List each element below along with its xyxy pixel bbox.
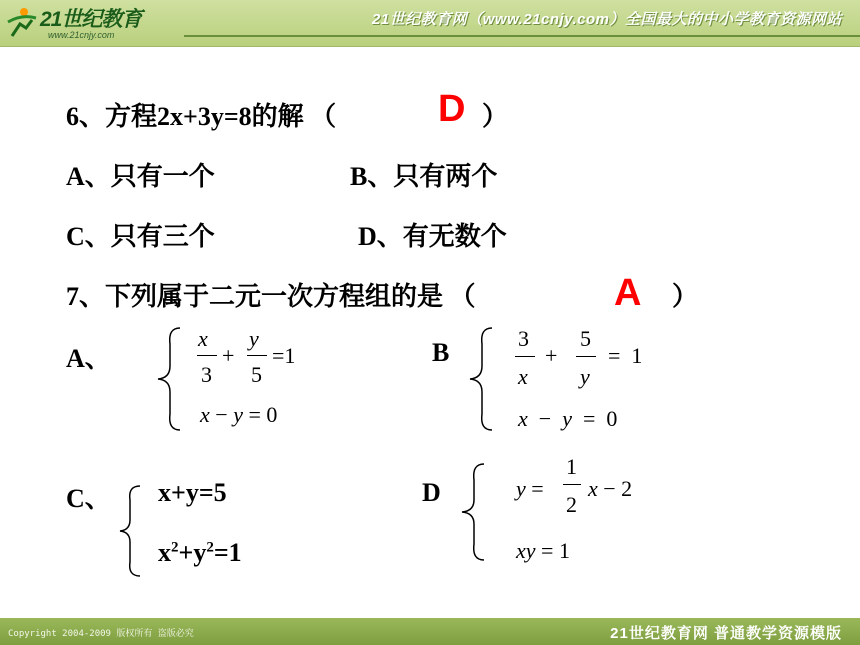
site-title: 21世纪教育网（www.21cnjy.com）全国最大的中小学教育资源网站	[372, 11, 842, 28]
brace-d-icon	[460, 462, 488, 562]
copyright-text: Copyright 2004-2009 版权所有 盗版必究	[8, 629, 194, 639]
q7-answer: A	[614, 272, 642, 314]
brace-a-icon	[156, 326, 184, 432]
q7-label-d: D	[422, 478, 441, 507]
logo-url: www.21cnjy.com	[48, 30, 115, 40]
q6-option-c: C、只有三个	[66, 222, 215, 251]
q7-c-eq2: $x^2+y^2=1$	[158, 538, 242, 567]
q7-c-eq1: x+y=5	[158, 478, 227, 507]
brace-b-icon	[468, 326, 496, 432]
q6-answer: D	[438, 88, 466, 130]
brace-c-icon	[118, 484, 144, 578]
footer-bar	[0, 618, 860, 645]
q6-stem	[66, 96, 336, 133]
q7-label-c: C、	[66, 484, 111, 513]
q6-option-b: B、只有两个	[350, 162, 498, 191]
q6-stem-text: 6、方程2x+3y=8的解 （	[66, 102, 337, 131]
q7-stem-close: ）	[672, 282, 699, 311]
site-logo[interactable]	[4, 2, 154, 44]
header-divider	[184, 35, 860, 37]
q7-label-a: A、	[66, 344, 111, 373]
header-banner	[0, 0, 860, 47]
q6-stem-close: ）	[482, 102, 509, 131]
q7-label-b: B	[432, 338, 450, 367]
footer-brand[interactable]: 21世纪教育网 普通教学资源模版	[610, 625, 842, 642]
q6-option-a: A、只有一个	[66, 162, 215, 191]
q6-option-d: D、有无数个	[358, 222, 507, 251]
q7-stem: 7、下列属于二元一次方程组的是 （	[66, 282, 476, 311]
runner-logo-icon	[4, 6, 40, 42]
logo-text: 21世纪教育	[40, 8, 142, 31]
